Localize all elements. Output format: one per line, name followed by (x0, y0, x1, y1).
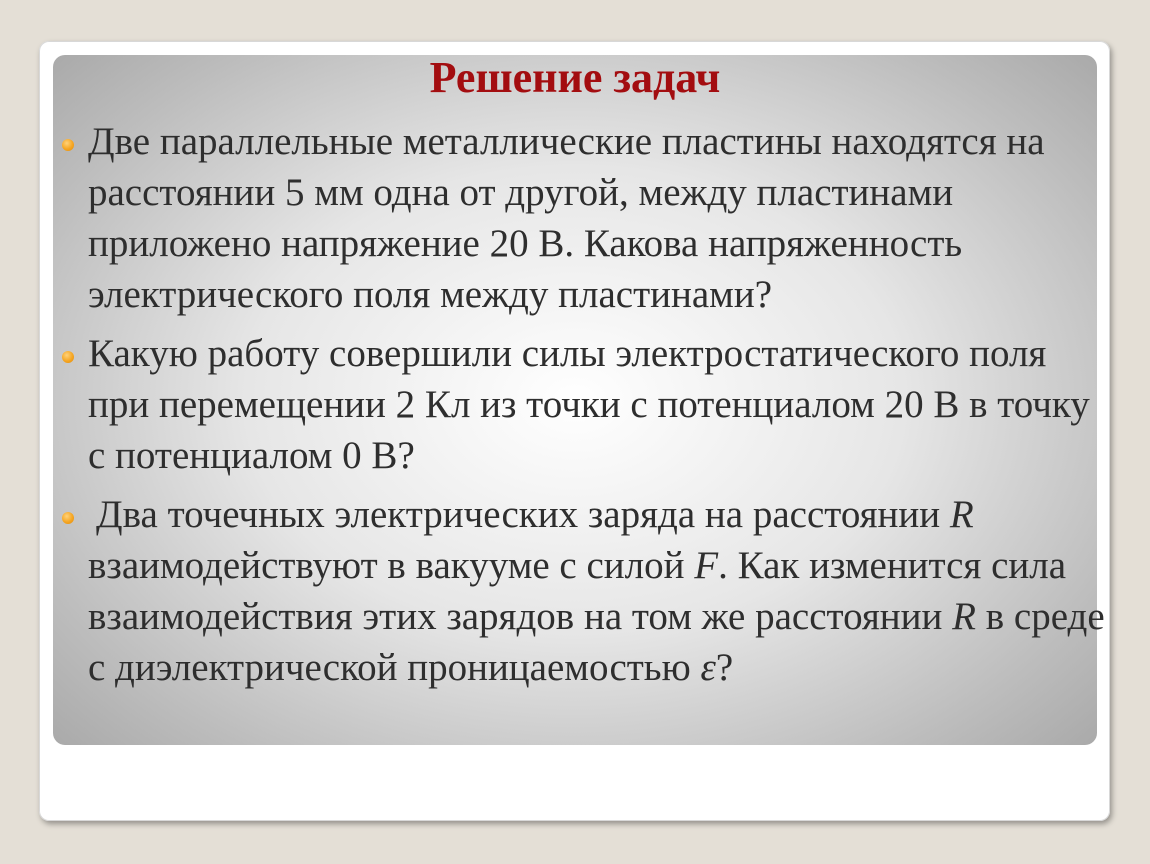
list-item (60, 489, 1110, 693)
bullet-text: Какую работу совершили силы электростатического поля при перемещении 2 Кл из точки с потенциалом 20 В в точку с потенциалом 0 В? (88, 332, 1090, 477)
text-segment: . Как изменится сила взаимодействия этих зарядов на том же расстоянии (88, 544, 1067, 638)
variable-r: R (949, 493, 974, 536)
slide-title: Решение задач (429, 53, 721, 102)
variable-r: R (952, 595, 976, 638)
variable-epsilon: ε (700, 646, 716, 689)
text-segment: Два точечных электрических заряда на расстоянии (96, 493, 950, 536)
bullet-text (88, 493, 1105, 689)
bullet-text: Две параллельные металлические пластины находятся на расстоянии 5 мм одна от другой, между пластинами приложено напряжение 20 В. Какова напряженность электрического поля между пластинами? (88, 120, 1045, 316)
bullet-list (60, 116, 1110, 701)
list-item (60, 116, 1110, 320)
bullet-dot-icon (62, 139, 74, 151)
variable-f: F (694, 544, 719, 587)
list-item (60, 328, 1110, 481)
bullet-dot-icon (62, 512, 74, 524)
text-segment: взаимодействуют в вакууме с силой (88, 544, 695, 587)
text-segment: в среде с диэлектрической проницаемостью (88, 595, 1105, 689)
text-segment: ? (715, 646, 734, 689)
bullet-dot-icon (62, 351, 74, 363)
